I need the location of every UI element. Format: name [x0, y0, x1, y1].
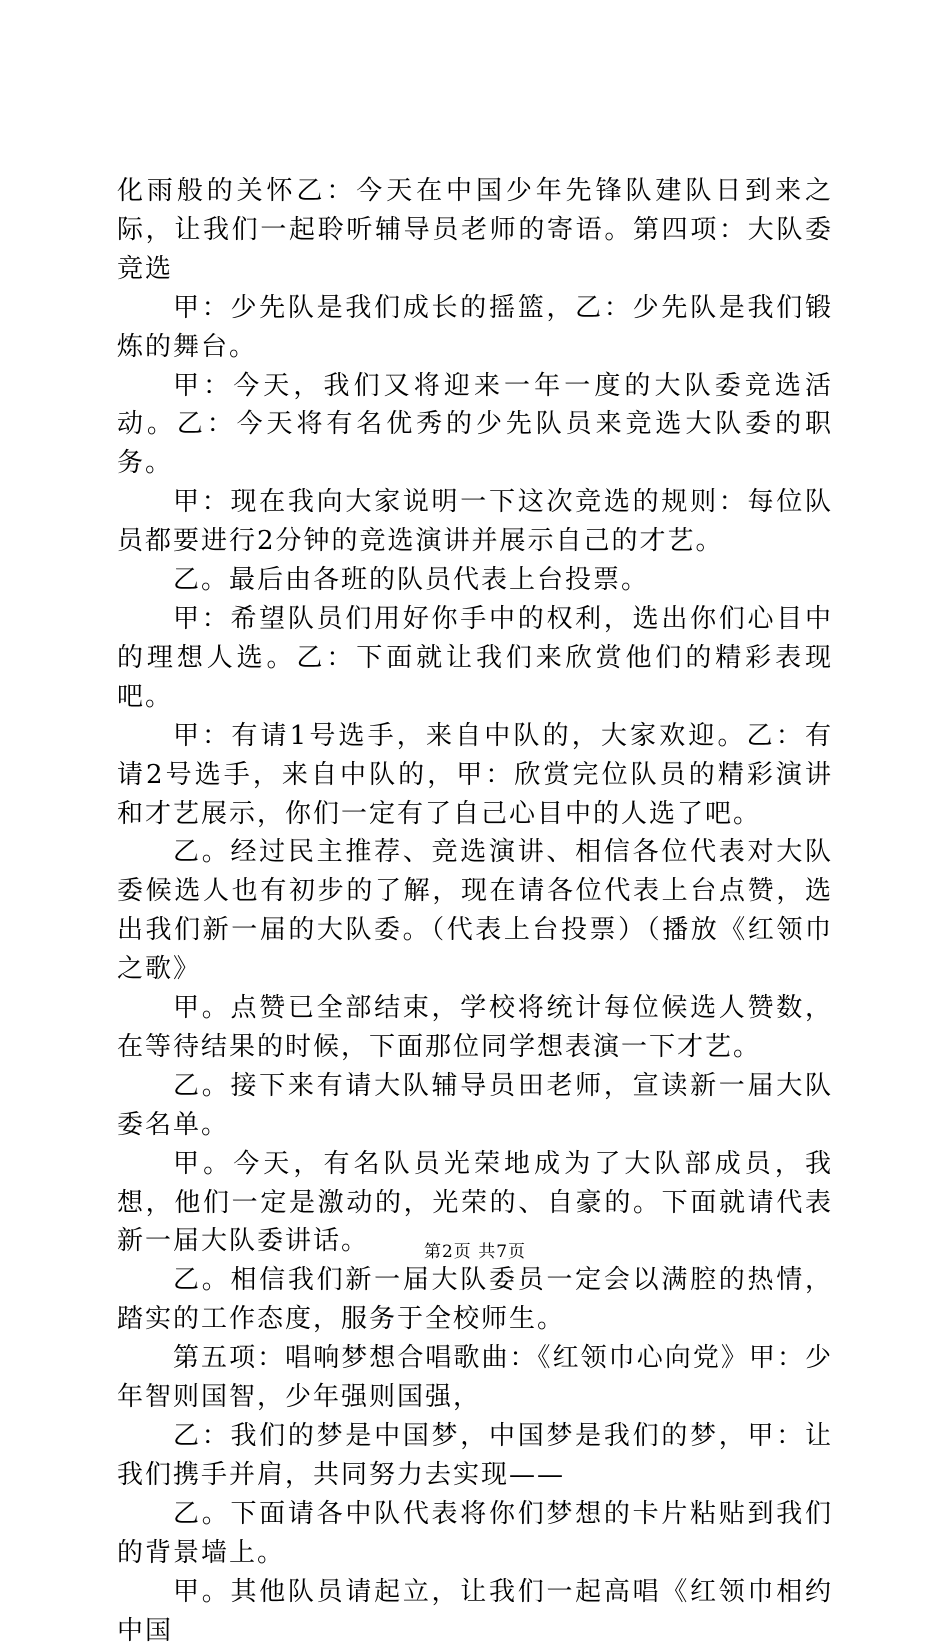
- paragraph-12: 乙。相信我们新一届大队委员一定会以满腔的热情，踏实的工作态度，服务于全校师生。: [117, 1265, 833, 1335]
- paragraph-11: 甲。今天，有名队员光荣地成为了大队部成员，我想，他们一定是激动的，光荣的、自豪的。下面就请代表新一届大队委讲话。: [117, 1148, 833, 1257]
- paragraph-15: 乙。下面请各中队代表将你们梦想的卡片粘贴到我们的背景墙上。: [117, 1498, 833, 1568]
- page-number-label: 第2页 共7页: [423, 1242, 527, 1262]
- paragraph-6: 甲：希望队员们用好你手中的权利，选出你们心目中的理想人选。乙：下面就让我们来欣赏他们的精彩表现吧。: [117, 603, 833, 712]
- paragraph-16: 甲。其他队员请起立，让我们一起高唱《红领巾相约中国: [117, 1576, 833, 1646]
- paragraph-4: 甲：现在我向大家说明一下这次竞选的规则：每位队员都要进行2分钟的竞选演讲并展示自己的才艺。: [117, 487, 833, 557]
- paragraph-5: 乙。最后由各班的队员代表上台投票。: [173, 565, 650, 596]
- paragraph-10: 乙。接下来有请大队辅导员田老师，宣读新一届大队委名单。: [117, 1070, 833, 1140]
- paragraph-8: 乙。经过民主推荐、竞选演讲、相信各位代表对大队委候选人也有初步的了解，现在请各位代表上台点赞，选出我们新一届的大队委。（代表上台投票）（播放《红领巾之歌》: [117, 837, 833, 985]
- paragraph-7: 甲：有请1号选手，来自中队的，大家欢迎。乙：有请2号选手，来自中队的，甲：欣赏完位队员的精彩演讲和才艺展示，你们一定有了自己心目中的人选了吧。: [117, 720, 833, 829]
- paragraph-9: 甲。点赞已全部结束，学校将统计每位候选人赞数，在等待结果的时候，下面那位同学想表演一下才艺。: [117, 993, 833, 1062]
- page-footer: [0, 1240, 950, 1264]
- paragraph-2: 甲：少先队是我们成长的摇篮，乙：少先队是我们锻炼的舞台。: [117, 292, 833, 362]
- paragraph-3: 甲：今天，我们又将迎来一年一度的大队委竞选活动。乙：今天将有名优秀的少先队员来竞选大队委的职务。: [117, 370, 833, 479]
- paragraph-14: 乙：我们的梦是中国梦，中国梦是我们的梦，甲：让我们携手并肩，共同努力去实现——: [117, 1421, 833, 1490]
- paragraph-1: 化雨般的关怀乙：今天在中国少年先锋队建队日到来之际，让我们一起聆听辅导员老师的寄语。第四项：大队委竞选: [117, 176, 833, 284]
- document-body: [117, 172, 833, 1650]
- paragraph-13: 第五项：唱响梦想合唱歌曲：《红领巾心向党》甲：少年智则国智，少年强则国强，: [117, 1343, 833, 1413]
